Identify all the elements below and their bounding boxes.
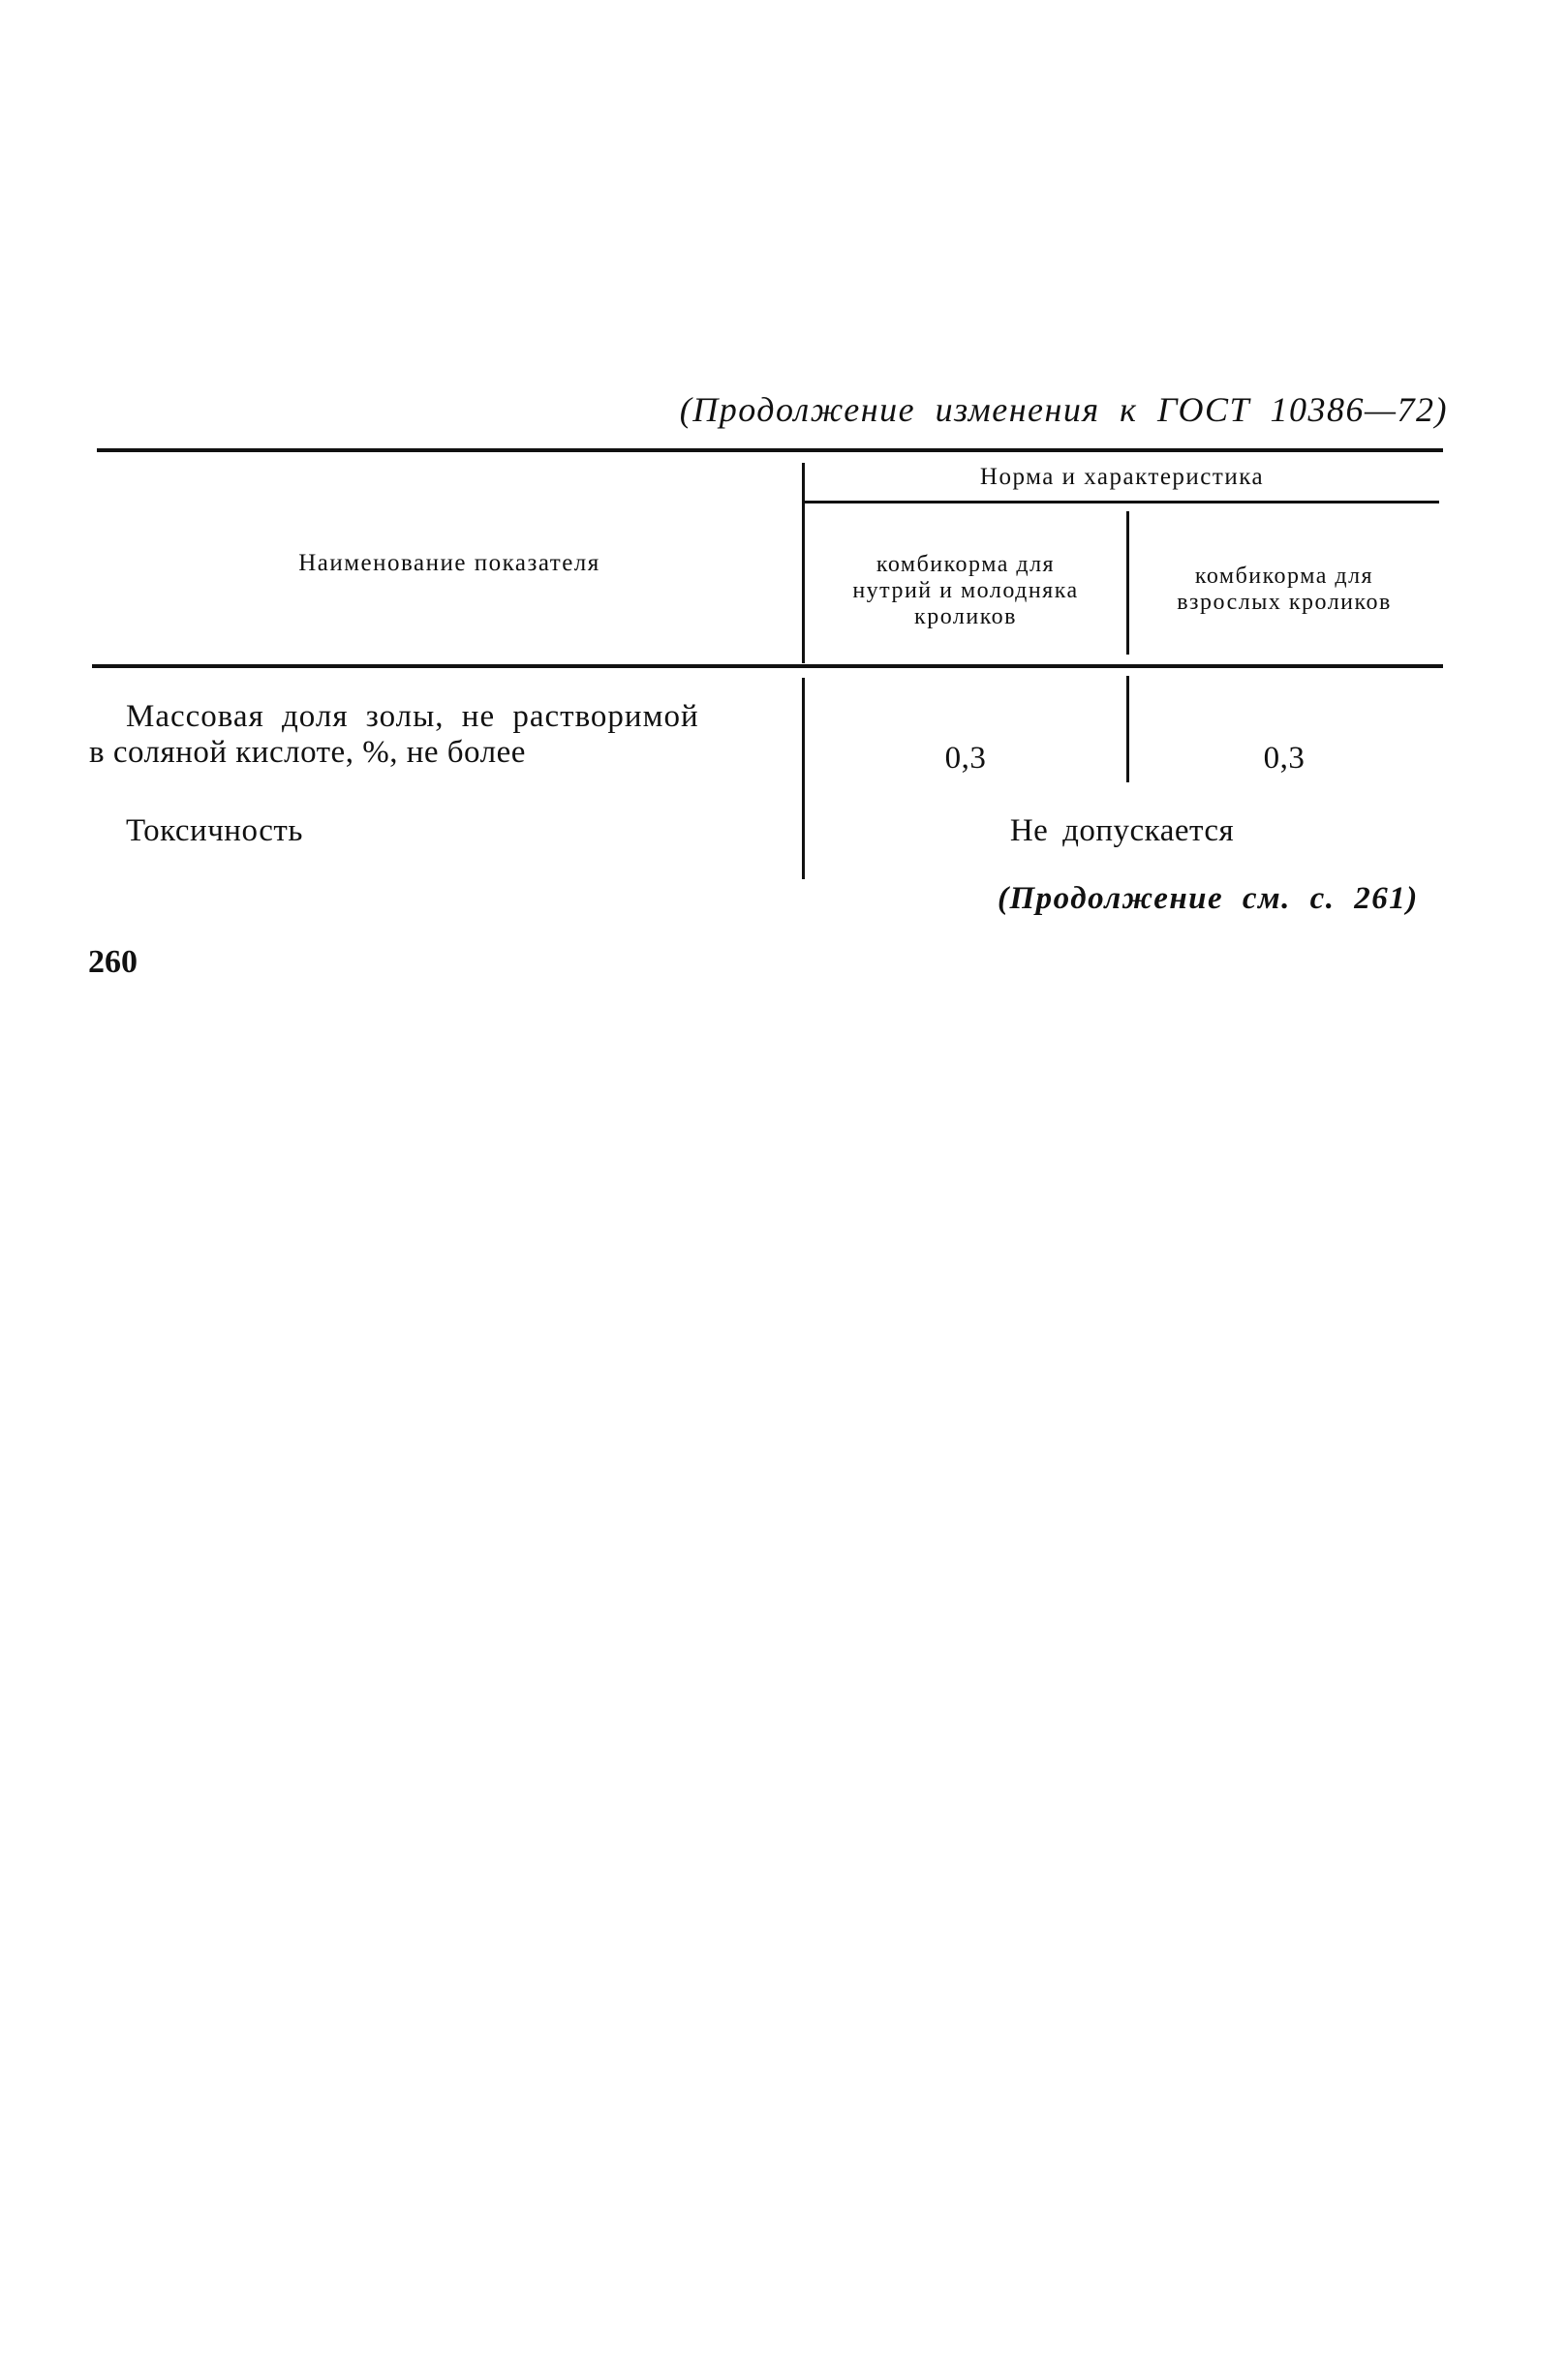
header-indicator-column: Наименование показателя xyxy=(298,550,600,576)
header-subcolumn-nutria-young-rabbits xyxy=(805,552,1126,630)
row-1-value-col2: 0,3 xyxy=(1263,741,1306,776)
header-subcolumn-2-line1: комбикорма для xyxy=(1194,564,1374,589)
row-1-indicator-line1: Массовая доля золы, не растворимой xyxy=(126,699,699,734)
header-norm-group: Норма и характеристика xyxy=(979,464,1265,490)
table-top-rule xyxy=(97,448,1443,452)
row-1-indicator-line2: в соляной кислоте, %, не более xyxy=(89,735,526,770)
header-bottom-rule xyxy=(92,664,1443,668)
header-subrule xyxy=(804,501,1439,503)
table-row xyxy=(89,699,791,771)
header-subcolumn-1-line2: нутрий и молодняка xyxy=(852,578,1079,603)
running-head: (Продолжение изменения к ГОСТ 10386—72) xyxy=(679,390,1448,429)
continuation-note: (Продолжение см. с. 261) xyxy=(998,881,1419,916)
header-subcolumn-adult-rabbits xyxy=(1129,564,1439,616)
row-1-value-col1: 0,3 xyxy=(944,741,987,776)
header-subcolumn-1-line1: комбикорма для xyxy=(876,552,1056,577)
header-subcolumn-2-line2: взрослых кроликов xyxy=(1177,590,1392,615)
row-2-merged-value: Не допускается xyxy=(1009,813,1235,848)
header-subcolumn-1-line3: кроликов xyxy=(914,604,1017,629)
page-number: 260 xyxy=(88,944,138,980)
row-2-indicator: Токсичность xyxy=(126,813,303,848)
